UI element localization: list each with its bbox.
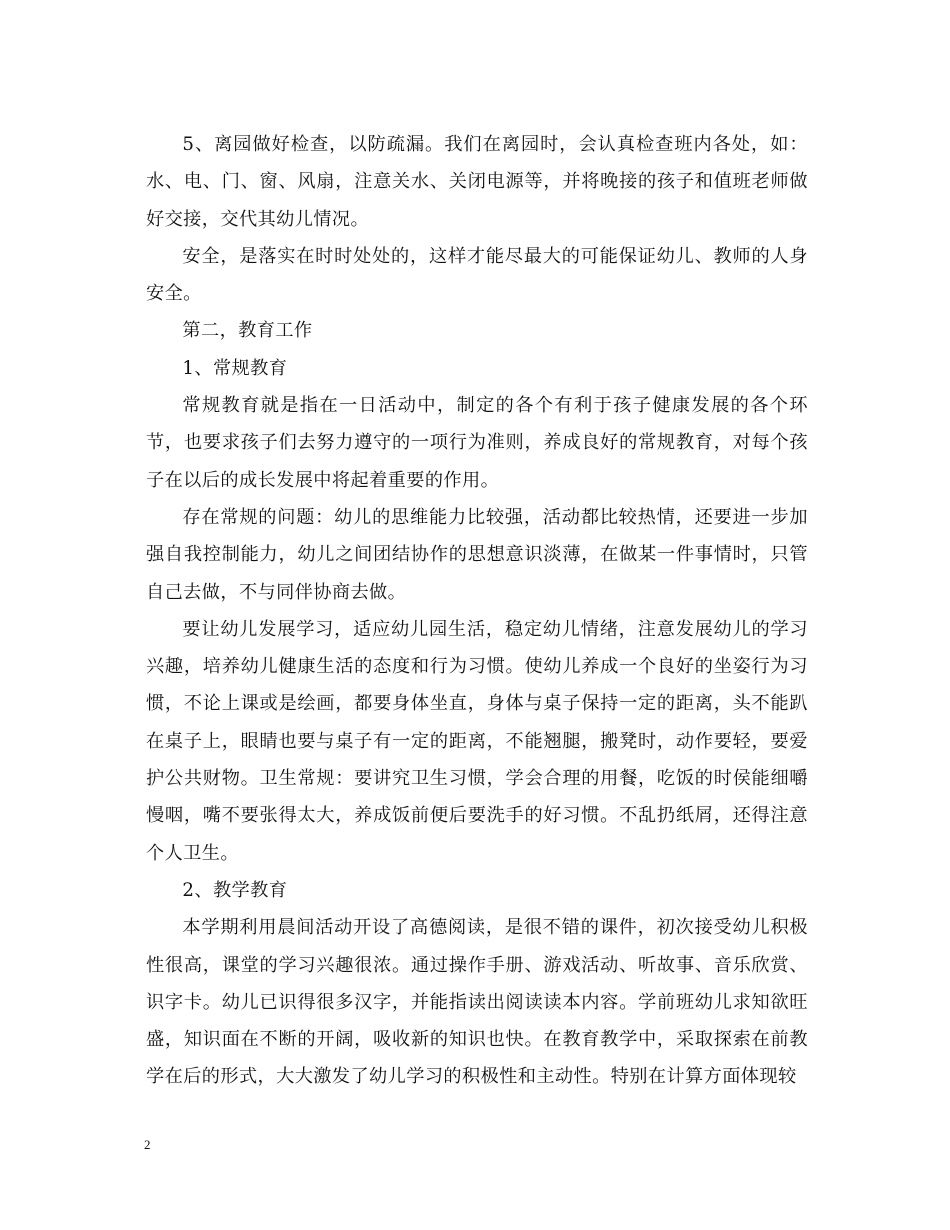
document-body	[146, 126, 808, 1096]
paragraph-departure-check: 5、离园做好检查，以防疏漏。我们在离园时，会认真检查班内各处，如：水、电、门、窗、风扇，注意关水、关闭电源等，并将晚接的孩子和值班老师做好交接，交代其幼儿情况。	[146, 134, 808, 230]
paragraph-habits: 要让幼儿发展学习，适应幼儿园生活，稳定幼儿情绪，注意发展幼儿的学习兴趣，培养幼儿健康生活的态度和行为习惯。使幼儿养成一个良好的坐姿行为习惯，不论上课或是绘画，都要身体坐直，身体与桌子保持一定的距离，头不能趴在桌子上，眼睛也要与桌子有一定的距离，不能翘腿，搬凳时，动作要轻，要爱护公共财物。卫生常规：要讲究卫生习惯，学会合理的用餐，吃饭的时侯能细嚼慢咽，嘴不要张得太大，养成饭前便后要洗手的好习惯。不乱扔纸屑，还得注意个人卫生。	[146, 618, 808, 864]
page-number: 2	[144, 1137, 151, 1152]
paragraph-safety-summary: 安全，是落实在时时处处的，这样才能尽最大的可能保证幼儿、教师的人身安全。	[146, 245, 808, 305]
subheading-routine-education: 1、常规教育	[182, 357, 288, 379]
paragraph-routine-problems: 存在常规的问题：幼儿的思维能力比较强，活动都比较热情，还要进一步加强自我控制能力，幼儿之间团结协作的思想意识淡薄，在做某一件事情时，只管自己去做，不与同伴协商去做。	[146, 506, 808, 603]
paragraph-routine-definition: 常规教育就是指在一日活动中，制定的各个有利于孩子健康发展的各个环节，也要求孩子们去努力遵守的一项行为准则，养成良好的常规教育，对每个孩子在以后的成长发展中将起着重要的作用。	[146, 395, 808, 491]
subheading-teaching-education: 2、教学教育	[182, 879, 288, 901]
section-heading-education-work: 第二，教育工作	[182, 320, 313, 342]
paragraph-teaching-activities: 本学期利用晨间活动开设了高德阅读，是很不错的课件，初次接受幼儿积极性很高，课堂的学习兴趣很浓。通过操作手册、游戏活动、听故事、音乐欣赏、识字卡。幼儿已识得很多汉字，并能指读出阅读读本内容。学前班幼儿求知欲旺盛，知识面在不断的开阔，吸收新的知识也快。在教育教学中，采取探索在前教学在后的形式，大大激发了幼儿学习的积极性和主动性。特别在计算方面体现较	[146, 917, 808, 1088]
